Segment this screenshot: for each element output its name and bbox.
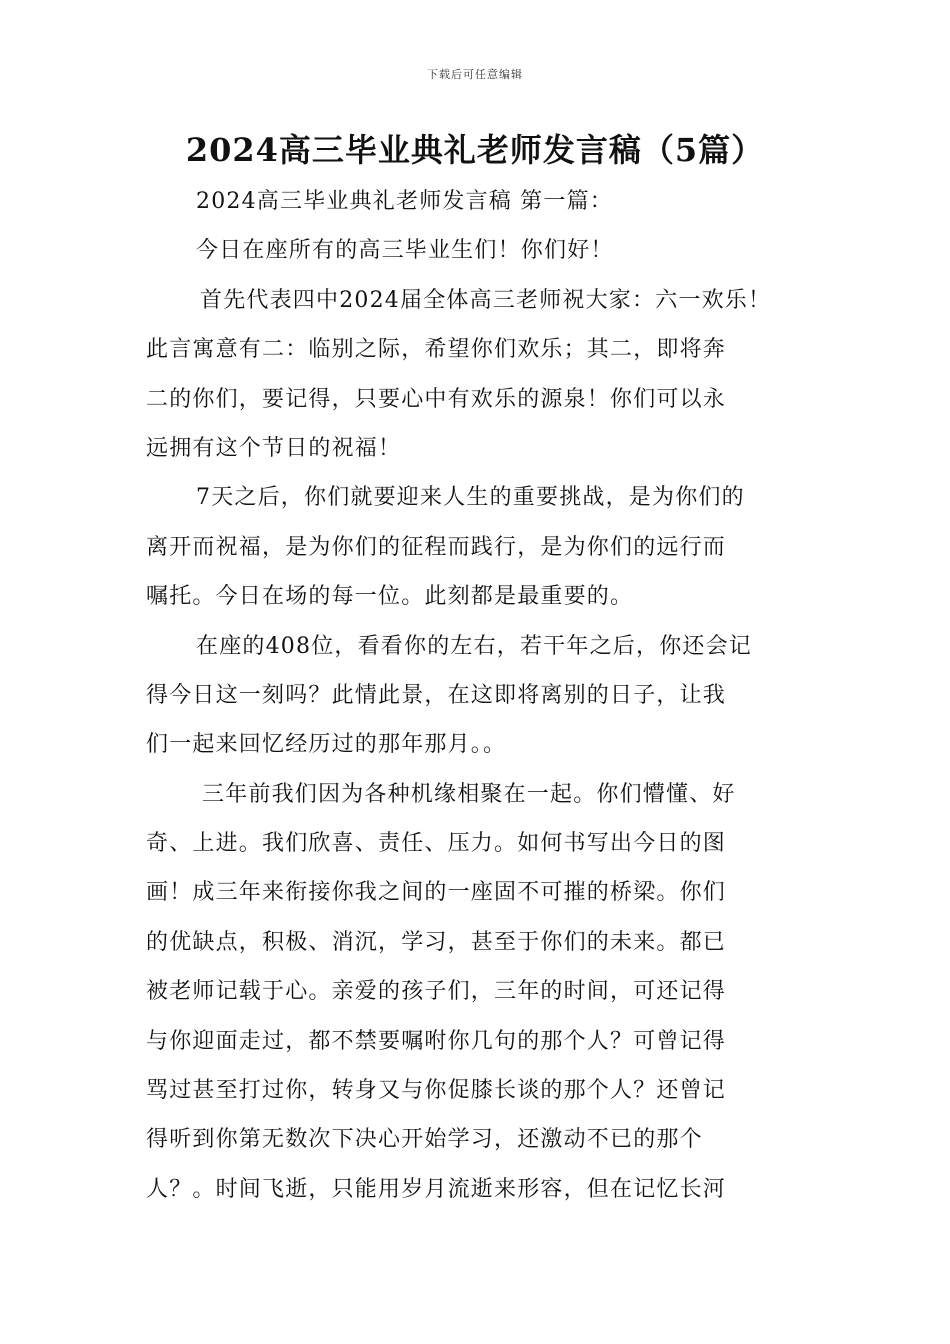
text-line: 的优缺点，积极、消沉，学习，甚至于你们的未来。都已 <box>146 929 727 955</box>
header-note: 下载后可任意编辑 <box>427 68 523 81</box>
text-line: 画！成三年来衔接你我之间的一座固不可摧的桥梁。你们 <box>146 880 727 906</box>
text-line: 被老师记载于心。亲爱的孩子们，三年的时间，可还记得 <box>146 979 727 1005</box>
text-line: 骂过甚至打过你，转身又与你促膝长谈的那个人？还曾记 <box>146 1078 727 1104</box>
text-line: 人？。时间飞逝，只能用岁月流逝来形容，但在记忆长河 <box>146 1176 727 1202</box>
text-line: 嘱托。今日在场的每一位。此刻都是最重要的。 <box>146 584 634 610</box>
text-line: 得听到你第无数次下决心开始学习，还激动不已的那个 <box>146 1127 703 1153</box>
text-line: 离开而祝福，是为你们的征程而践行，是为你们的远行而 <box>146 534 727 560</box>
text-line: 7天之后，你们就要迎来人生的重要挑战，是为你们的 <box>196 485 745 511</box>
text-line: 远拥有这个节日的祝福！ <box>146 435 402 461</box>
text-line: 首先代表四中2024届全体高三老师祝大家：六一欢乐！ <box>200 287 772 313</box>
text-line: 与你迎面走过，都不禁要嘱咐你几句的那个人？可曾记得 <box>146 1028 727 1054</box>
text-line: 二的你们，要记得，只要心中有欢乐的源泉！你们可以永 <box>146 386 727 412</box>
section-heading: 2024高三毕业典礼老师发言稿 第一篇： <box>196 189 613 214</box>
text-line: 此言寓意有二：临别之际，希望你们欢乐；其二，即将奔 <box>146 337 727 363</box>
text-line: 奇、上进。我们欣喜、责任、压力。如何书写出今日的图 <box>146 831 727 857</box>
text-line: 在座的408位，看看你的左右，若干年之后，你还会记 <box>196 633 752 659</box>
text-line: 今日在座所有的高三毕业生们！你们好！ <box>196 238 614 264</box>
document-title: 2024高三毕业典礼老师发言稿（5篇） <box>185 131 765 169</box>
text-line: 得今日这一刻吗？此情此景，在这即将离别的日子，让我 <box>146 682 727 708</box>
document-body <box>146 177 811 1214</box>
text-line: 三年前我们因为各种机缘相聚在一起。你们懵懂、好 <box>202 781 736 807</box>
text-line: 们一起来回忆经历过的那年那月。。 <box>146 732 507 758</box>
